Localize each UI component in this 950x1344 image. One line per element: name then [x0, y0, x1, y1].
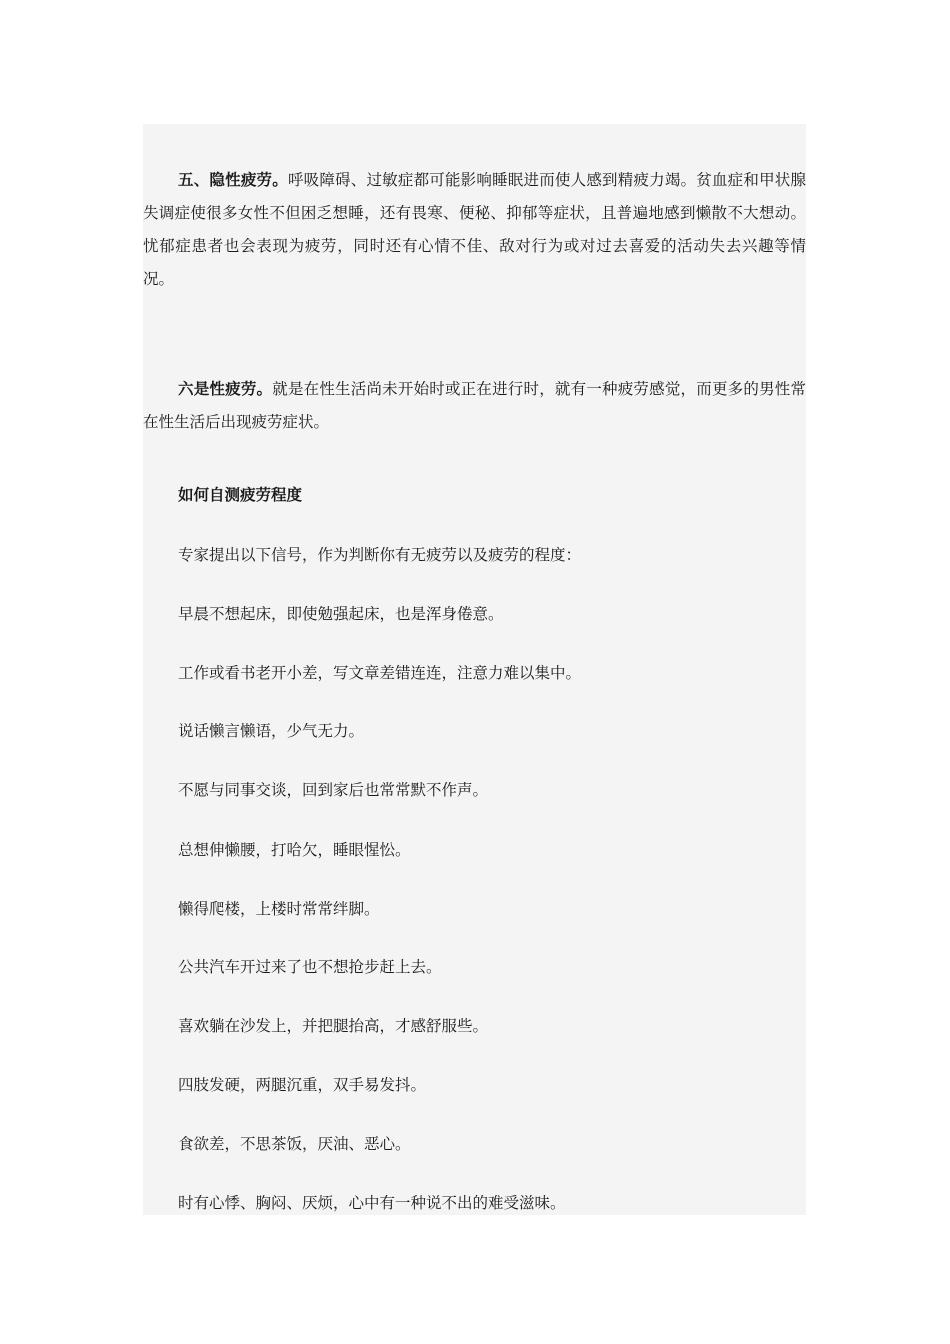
signal-item: 公共汽车开过来了也不想抢步赶上去。: [178, 958, 442, 976]
section-heading: 如何自测疲劳程度: [178, 485, 303, 504]
intro-line: 专家提出以下信号，作为判断你有无疲劳以及疲劳的程度：: [178, 546, 582, 564]
section-body: 就是在性生活尚未开始时或正在进行时，就有一种疲劳感觉，而更多的男性常在性生活后出现疲劳症状。: [143, 380, 806, 431]
signal-item: 不愿与同事交谈，回到家后也常常默不作声。: [178, 781, 489, 799]
signal-item: 总想伸懒腰，打哈欠，睡眼惺忪。: [178, 841, 411, 859]
signal-item: 喜欢躺在沙发上，并把腿抬高，才感舒服些。: [178, 1017, 489, 1035]
signal-item: 四肢发硬，两腿沉重，双手易发抖。: [178, 1076, 427, 1094]
section-title: 六是性疲劳。: [178, 379, 273, 398]
section-hidden-fatigue: [143, 163, 806, 296]
signal-item: 时有心悸、胸闷、厌烦，心中有一种说不出的难受滋味。: [178, 1194, 566, 1212]
document-page: [143, 124, 806, 1215]
signal-item: 工作或看书老开小差，写文章差错连连，注意力难以集中。: [178, 664, 582, 682]
signal-item: 说话懒言懒语，少气无力。: [178, 722, 365, 740]
section-sexual-fatigue: [143, 372, 806, 439]
section-title: 五、隐性疲劳。: [178, 170, 288, 189]
signal-item: 早晨不想起床，即使勉强起床，也是浑身倦意。: [178, 605, 504, 623]
signal-item: 食欲差，不思茶饭，厌油、恶心。: [178, 1135, 411, 1153]
signal-item: 懒得爬楼，上楼时常常绊脚。: [178, 900, 380, 918]
section-body: 呼吸障碍、过敏症都可能影响睡眠进而使人感到精疲力竭。贫血症和甲状腺失调症使很多女性不但困乏想睡，还有畏寒、便秘、抑郁等症状，且普遍地感到懒散不大想动。忧郁症患者也会表现为疲劳，同时还有心情不佳、敌对行为或对过去喜爱的活动失去兴趣等情况。: [143, 171, 806, 288]
